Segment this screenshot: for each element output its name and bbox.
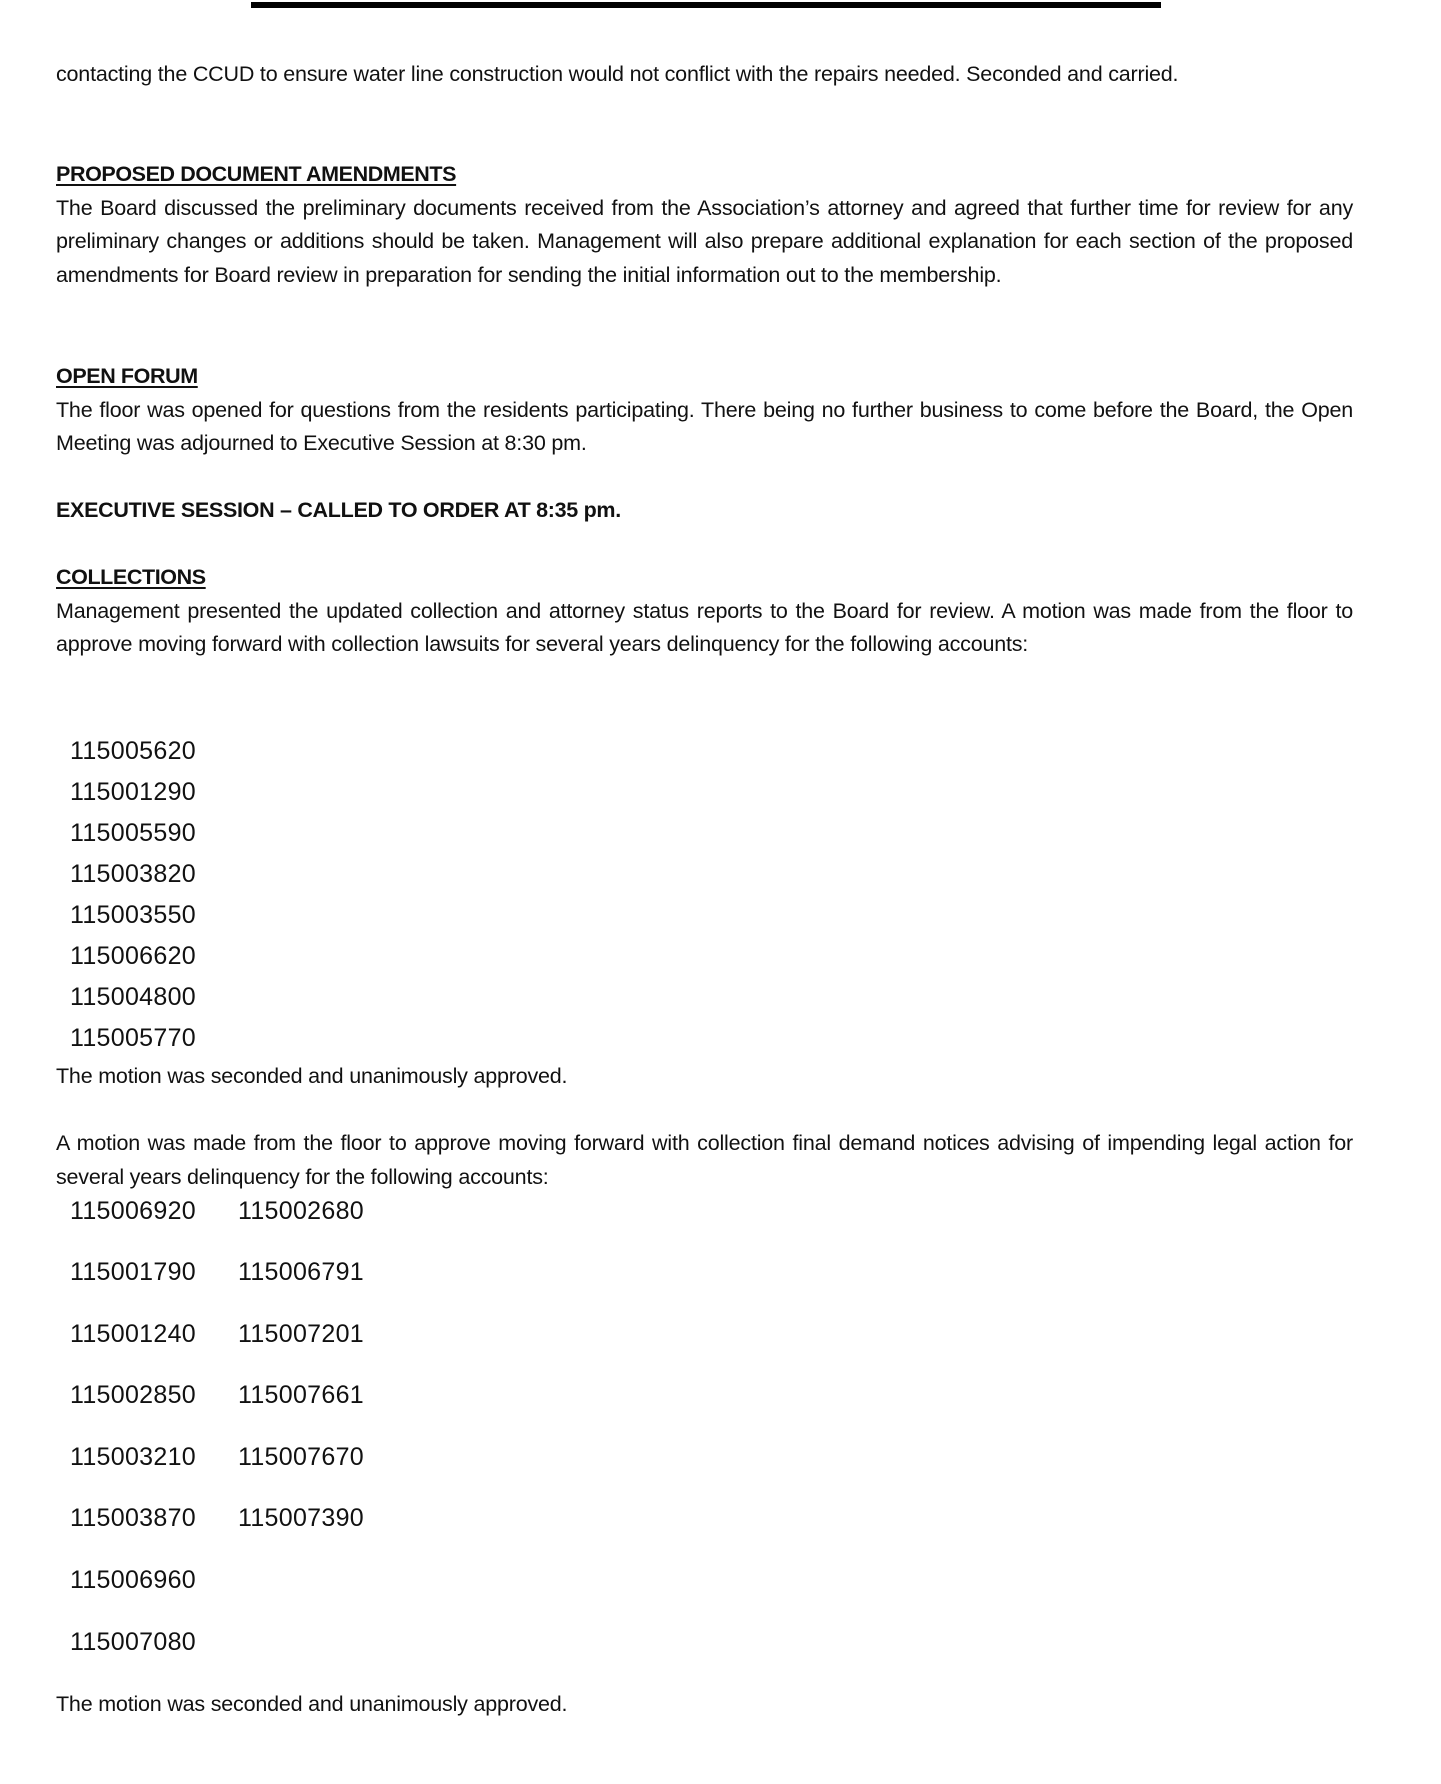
section-heading: OPEN FORUM — [56, 364, 198, 388]
account-number: 115003550 — [70, 901, 196, 929]
section-heading: PROPOSED DOCUMENT AMENDMENTS — [56, 162, 457, 186]
account-number: 115001240 — [70, 1320, 196, 1348]
account-number: 115006791 — [238, 1258, 364, 1286]
section-body: Management presented the updated collection and attorney status reports to the Board for review. A motion was made from the floor to approve moving forward with collection lawsuits for several years delinquency for the following accounts: — [56, 598, 1353, 657]
header-rule — [251, 2, 1161, 8]
account-number: 115003210 — [70, 1443, 196, 1471]
account-number: 115005620 — [70, 737, 196, 765]
section-open-forum — [56, 360, 1353, 461]
section-heading: EXECUTIVE SESSION – CALLED TO ORDER AT 8:35 pm. — [56, 498, 621, 522]
section-body: The Board discussed the preliminary documents received from the Association’s attorney and agreed that further time for review for any preliminary changes or additions should be taken. Management will also prepare additional explanation for each section of the proposed amendments for Board review in preparation for sending the initial information out to the membership. — [56, 195, 1353, 287]
section-heading: COLLECTIONS — [56, 565, 206, 589]
section-amendments — [56, 158, 1353, 292]
account-number: 115003870 — [70, 1504, 196, 1532]
motion-text: A motion was made from the floor to approve moving forward with collection final demand notices advising of impending legal action for several years delinquency for the following accounts: — [56, 1131, 1353, 1189]
result-text: The motion was seconded and unanimously approved. — [56, 1692, 568, 1716]
account-number: 115007661 — [238, 1381, 364, 1409]
account-number: 115007390 — [238, 1504, 364, 1532]
demand-result — [56, 1688, 1353, 1722]
account-number: 115001790 — [70, 1258, 196, 1286]
account-number: 115004800 — [70, 983, 196, 1011]
account-number: 115007670 — [238, 1443, 364, 1471]
section-body: The floor was opened for questions from the residents participating. There being no further business to come before the Board, the Open Meeting was adjourned to Executive Session at 8:30 pm. — [56, 397, 1353, 456]
paragraph-text: contacting the CCUD to ensure water line construction would not conflict with the repairs needed. Seconded and carried. — [56, 62, 1179, 86]
top-paragraph — [56, 58, 1353, 92]
account-number: 115003820 — [70, 860, 196, 888]
lawsuit-result — [56, 1060, 1353, 1094]
account-number: 115002680 — [238, 1197, 364, 1225]
account-number: 115005590 — [70, 819, 196, 847]
account-number: 115007080 — [70, 1628, 196, 1656]
account-number: 115006920 — [70, 1197, 196, 1225]
account-number: 115006960 — [70, 1566, 196, 1594]
account-number: 115006620 — [70, 942, 196, 970]
account-number: 115001290 — [70, 778, 196, 806]
section-executive — [56, 494, 1353, 528]
result-text: The motion was seconded and unanimously approved. — [56, 1064, 568, 1088]
account-number: 115002850 — [70, 1381, 196, 1409]
section-collections — [56, 561, 1353, 662]
account-number: 115005770 — [70, 1024, 196, 1052]
demand-motion — [56, 1127, 1353, 1194]
account-number: 115007201 — [238, 1320, 364, 1348]
